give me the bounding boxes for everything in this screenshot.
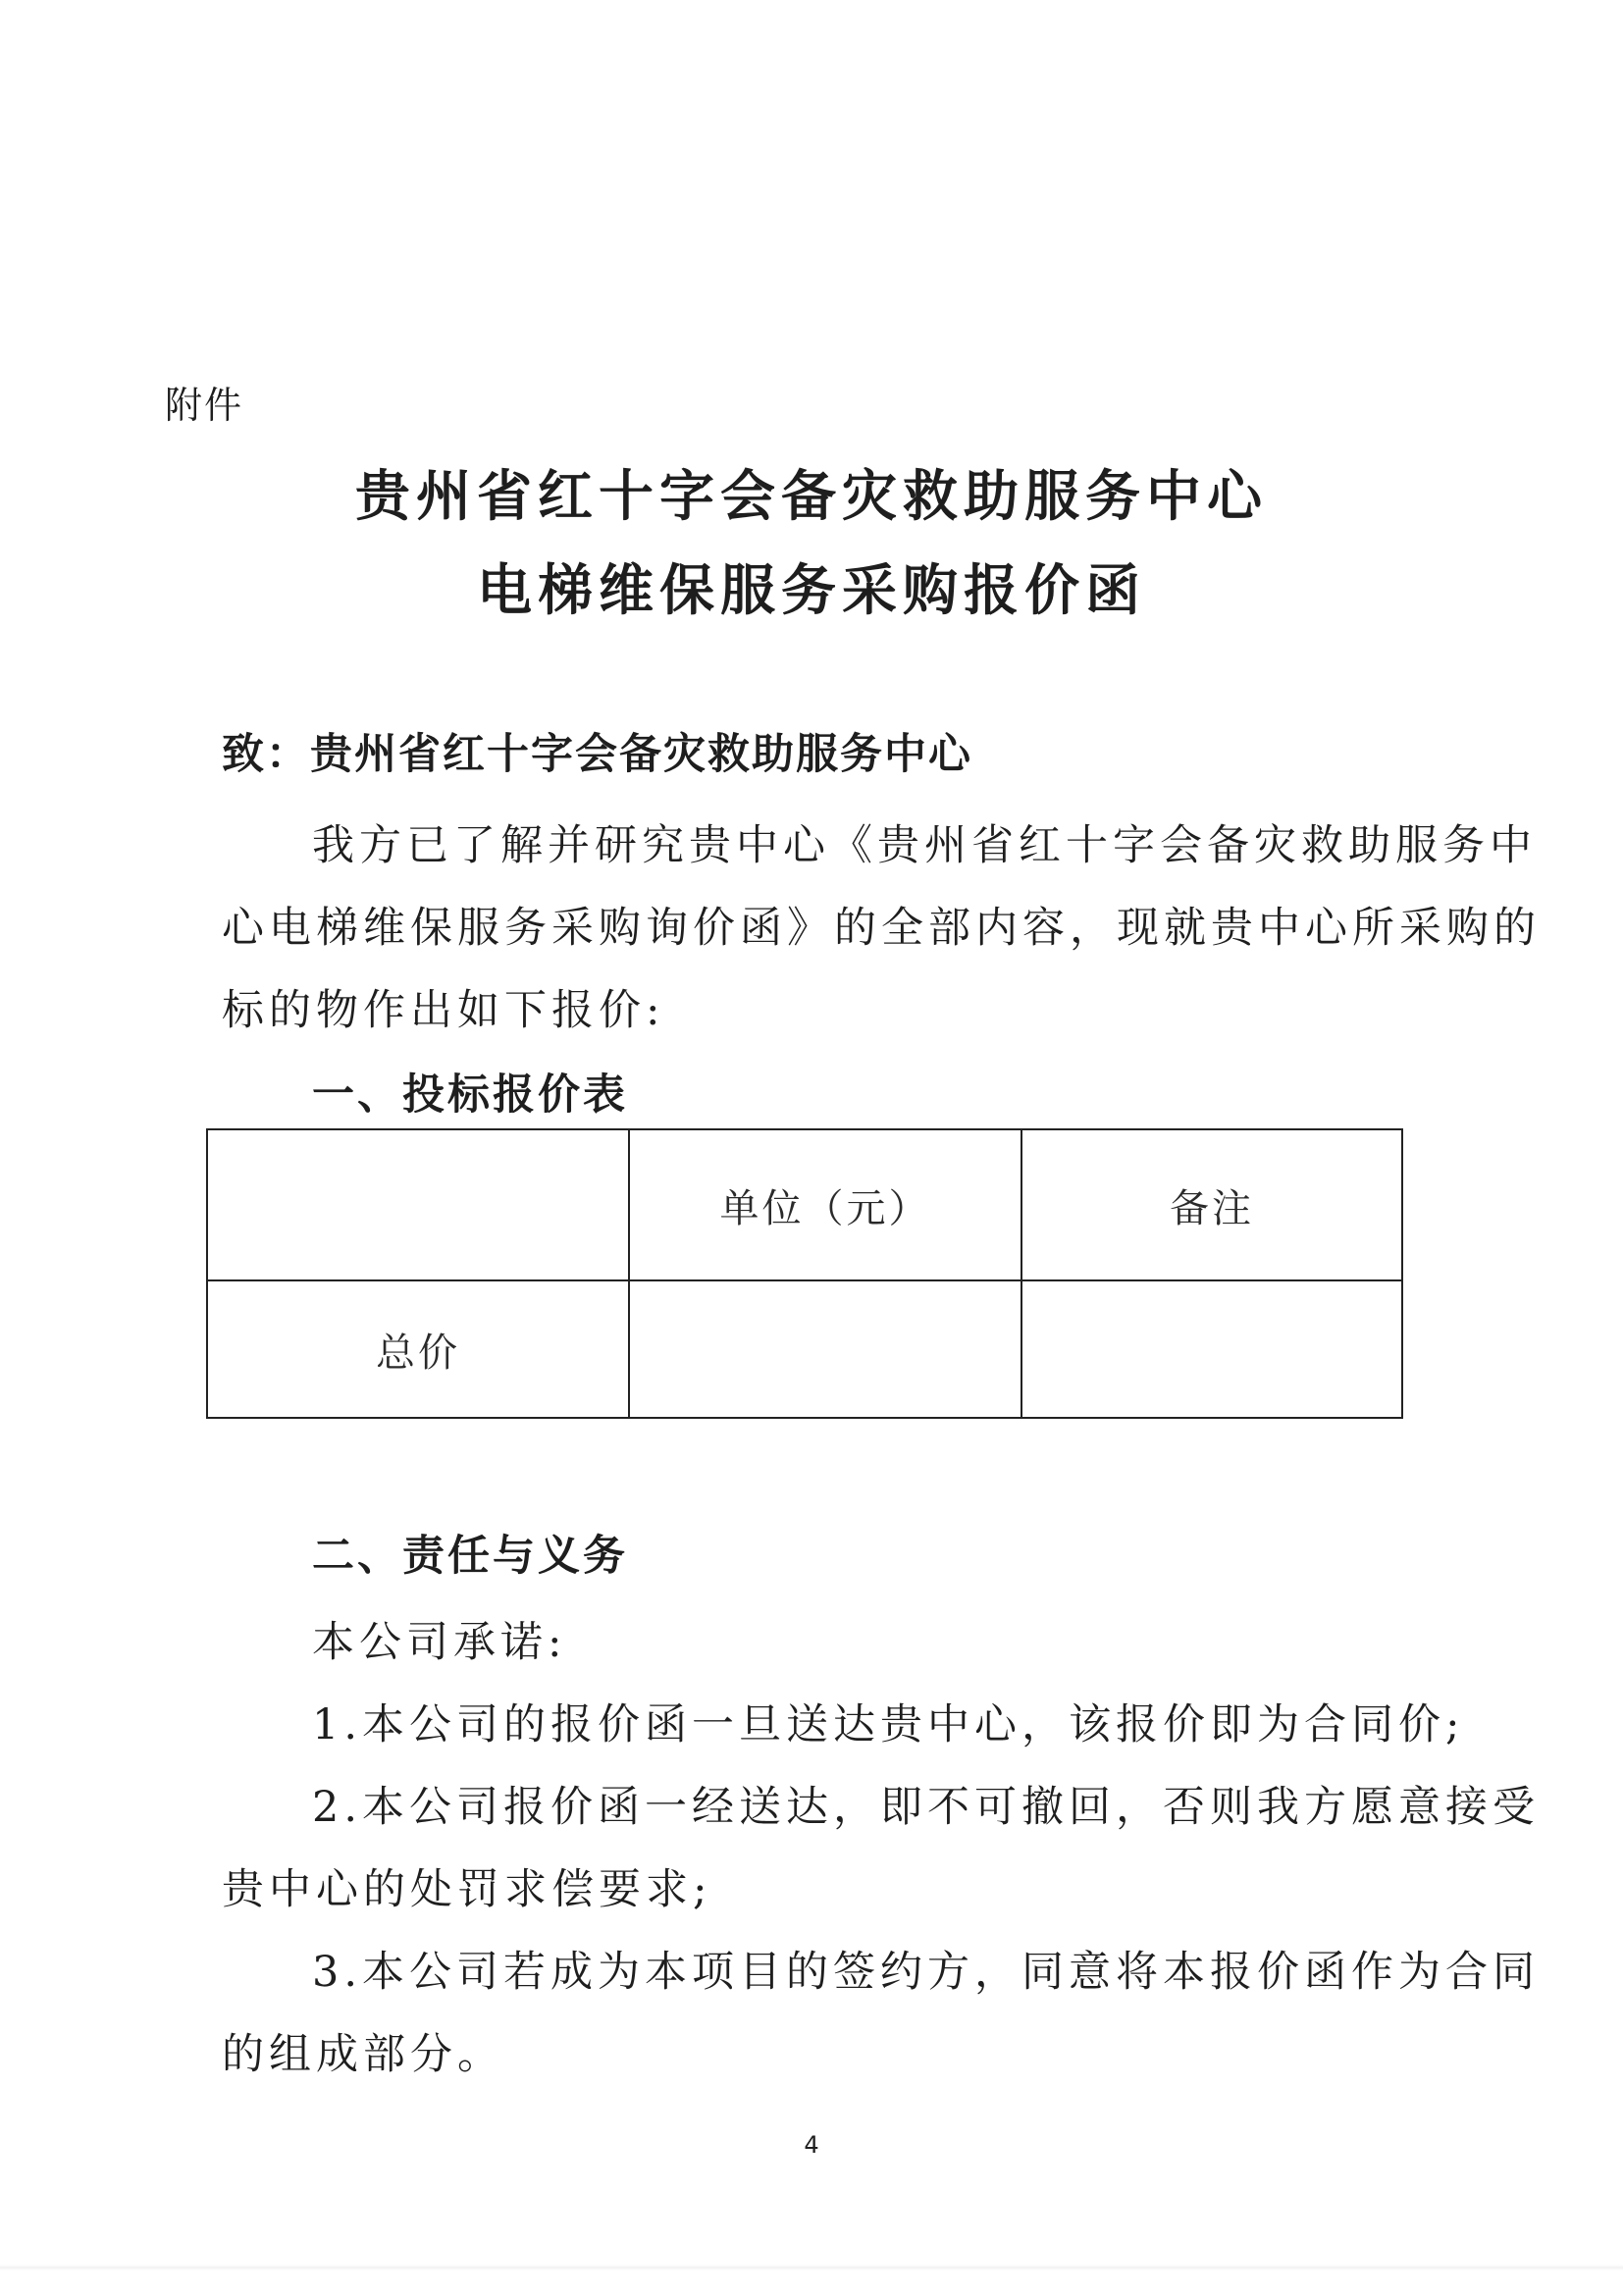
document-title-line-1: 贵州省红十字会备灾救助服务中心 — [355, 465, 1268, 529]
document-title-line-2: 电梯维保服务采购报价函 — [477, 559, 1146, 623]
intro-line-1: 我方已了解并研究贵中心《贵州省红十字会备灾救助服务中 — [312, 821, 1537, 870]
attachment-label: 附件 — [165, 384, 244, 427]
table-cell-total-label: 总价 — [207, 1280, 629, 1418]
commitment-intro: 本公司承诺: — [312, 1618, 567, 1667]
table-header-cell-item — [207, 1129, 629, 1280]
commitment-line-1: 1.本公司的报价函一旦送达贵中心，该报价即为合同价; — [312, 1700, 1465, 1749]
table-header-cell-unit: 单位（元） — [629, 1129, 1021, 1280]
commitment-line-2: 2.本公司报价函一经送达，即不可撤回，否则我方愿意接受 — [312, 1783, 1541, 1832]
commitment-line-3: 3.本公司若成为本项目的签约方，同意将本报价函作为合同 — [312, 1948, 1541, 1997]
table-header-cell-remarks: 备注 — [1021, 1129, 1402, 1280]
intro-line-3: 标的物作出如下报价: — [222, 986, 665, 1035]
commitment-line-2-cont: 贵中心的处罚求偿要求; — [222, 1865, 712, 1914]
scan-edge-divider — [0, 2265, 1623, 2270]
table-cell-total-remarks — [1021, 1280, 1402, 1418]
price-table — [206, 1128, 1403, 1419]
table-header-row — [207, 1129, 1402, 1280]
intro-line-2: 心电梯维保服务采购询价函》的全部内容，现就贵中心所采购的 — [222, 904, 1541, 953]
section-2-heading: 二、责任与义务 — [312, 1532, 628, 1581]
recipient-line: 致：贵州省红十字会备灾救助服务中心 — [222, 730, 972, 779]
section-1-heading: 一、投标报价表 — [312, 1070, 628, 1120]
commitment-line-3-cont: 的组成部分。 — [222, 2030, 504, 2079]
page-number: 4 — [804, 2131, 819, 2159]
table-row — [207, 1280, 1402, 1418]
table-cell-total-amount — [629, 1280, 1021, 1418]
